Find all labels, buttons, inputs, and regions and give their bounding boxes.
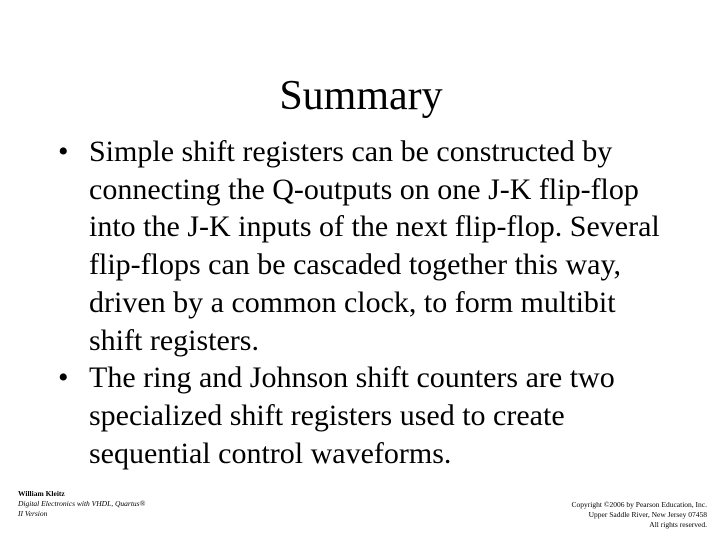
bullet-text: Simple shift registers can be constructed by connecting the Q-outputs on one J-K flip-flop into the J-K inputs of the next flip-flop. Several flip-flops can be cascaded together this way, driven by a common clock, to form multibit shift registers. [89,135,660,357]
footer-copyright [572,500,707,530]
copyright-address: Upper Saddle River, New Jersey 07458 [588,510,707,519]
copyright-rights: All rights reserved. [649,520,707,529]
bullet-icon: • [58,361,69,395]
slide-title: Summary [279,73,443,119]
bullet-icon: • [58,135,69,168]
footer-book-credit [18,489,145,519]
bullet-list [58,133,668,472]
bullet-text: The ring and Johnson shift counters are two specialized shift registers used to create sequential control waveforms. [89,361,615,470]
footer-book-edition: II Version [18,509,48,518]
bullet-item [58,133,668,359]
footer-book-title: Digital Electronics with VHDL, Quartus® [18,499,146,508]
footer-author: William Kleitz [18,489,65,498]
bullet-item [58,359,668,472]
copyright-line: Copyright ©2006 by Pearson Education, Inc. [571,500,707,509]
